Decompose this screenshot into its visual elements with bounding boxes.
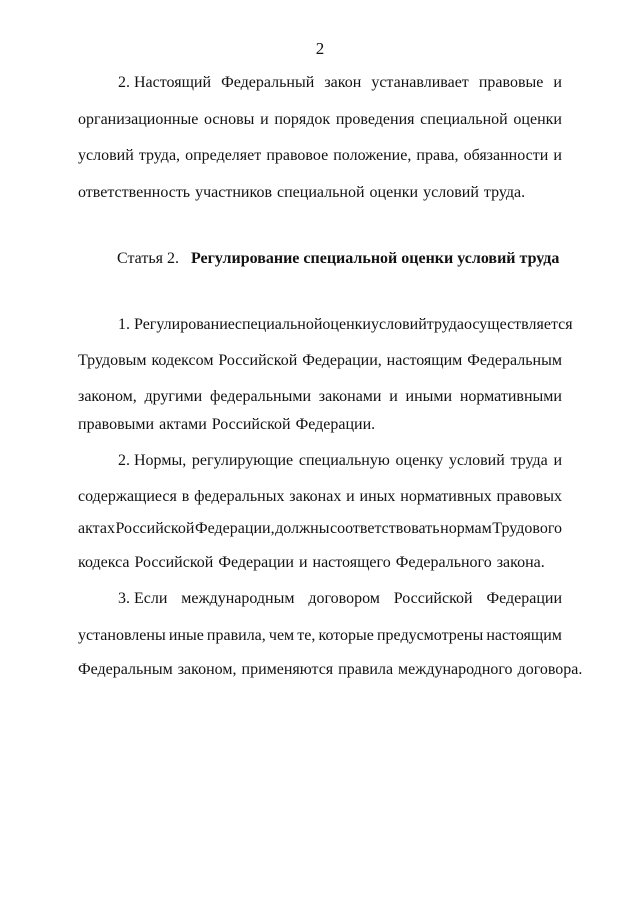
- word: основы: [204, 111, 255, 128]
- word: Российской: [115, 520, 195, 537]
- word: ответственность: [78, 184, 191, 201]
- word: условий: [370, 316, 427, 333]
- word: Федерации: [486, 590, 562, 607]
- text-line: [118, 589, 562, 609]
- word: кодекса: [78, 554, 130, 571]
- word: Федерации: [218, 554, 294, 571]
- word: чем: [268, 627, 295, 644]
- word: правила: [338, 661, 394, 678]
- word: те,: [297, 627, 316, 644]
- word: труда: [510, 452, 548, 469]
- word: другими: [144, 388, 203, 405]
- word: настоящим: [386, 352, 463, 369]
- word: участников: [195, 184, 272, 201]
- word: применяются: [241, 661, 334, 678]
- word: актах: [78, 520, 115, 537]
- word: законами: [318, 388, 382, 405]
- word: правовыми: [78, 416, 155, 433]
- word: Российской: [218, 352, 298, 369]
- text-line: [78, 519, 562, 539]
- text-line: [78, 146, 562, 166]
- word: 1. Регулирование: [118, 316, 235, 333]
- word: и: [260, 111, 269, 128]
- word: и: [553, 74, 562, 91]
- word: оценки: [369, 184, 419, 201]
- article-number: Статья 2.: [117, 250, 179, 267]
- text-line: [78, 487, 562, 507]
- text-line: [78, 351, 562, 371]
- text-line: [118, 451, 562, 471]
- word: установлены: [78, 627, 166, 644]
- article-heading: [117, 249, 559, 269]
- word: специальную: [298, 452, 390, 469]
- word: Российской: [393, 590, 473, 607]
- word: Российской: [211, 416, 291, 433]
- word: правовых: [496, 488, 562, 505]
- word: нормативных: [400, 488, 492, 505]
- word: и: [389, 388, 398, 405]
- word: Федерации.: [295, 416, 376, 433]
- word: оценки: [322, 316, 371, 333]
- word: договором: [308, 590, 380, 607]
- word: специальной: [420, 111, 508, 128]
- word: обязанности: [463, 147, 549, 164]
- word: условий: [449, 452, 505, 469]
- word: федеральных: [194, 488, 285, 505]
- word: и: [553, 452, 562, 469]
- word: должны: [275, 520, 330, 537]
- word: труда,: [138, 147, 181, 164]
- word: и: [346, 488, 355, 505]
- word: закона.: [496, 554, 545, 571]
- word: Трудовым: [78, 352, 147, 369]
- word: содержащиеся: [78, 488, 177, 505]
- text-line: [78, 553, 562, 573]
- word: договора.: [517, 661, 583, 678]
- word: международным: [181, 590, 295, 607]
- word: законом,: [177, 661, 237, 678]
- word: актами: [159, 416, 207, 433]
- word: труда: [426, 316, 464, 333]
- word: нормам: [440, 520, 492, 537]
- word: правовое: [266, 147, 329, 164]
- word: иными: [405, 388, 453, 405]
- text-line: [118, 315, 573, 335]
- word: порядок: [274, 111, 331, 128]
- text-line: [78, 110, 562, 130]
- text-line: [78, 626, 562, 646]
- word: специальной: [277, 184, 365, 201]
- page-number: 2: [315, 39, 325, 58]
- word: оценку: [395, 452, 444, 469]
- article-title: Регулирование специальной оценки условий труда: [190, 250, 560, 267]
- word: настоящим: [486, 627, 562, 644]
- word: устанавливает: [371, 74, 469, 91]
- word: права,: [416, 147, 459, 164]
- word: законах: [289, 488, 342, 505]
- word: регулирующие: [191, 452, 294, 469]
- text-line: [78, 183, 562, 203]
- text-line: [78, 387, 562, 407]
- word: определяет: [185, 147, 262, 164]
- word: Трудового: [492, 520, 562, 537]
- word: положение,: [333, 147, 412, 164]
- word: условий: [78, 147, 134, 164]
- word: 2. Нормы,: [118, 452, 187, 469]
- word: кодексом: [151, 352, 214, 369]
- word: 2. Настоящий: [118, 74, 212, 91]
- word: правовые: [478, 74, 544, 91]
- word: федеральными: [209, 388, 312, 405]
- word: Федеральным: [78, 661, 173, 678]
- text-line: [78, 660, 583, 680]
- word: в: [181, 488, 190, 505]
- word: Российской: [134, 554, 214, 571]
- word: нормативными: [459, 388, 562, 405]
- word: труда.: [483, 184, 526, 201]
- word: иные: [168, 627, 204, 644]
- word: законом,: [78, 388, 137, 405]
- word: организационные: [78, 111, 199, 128]
- word: осуществляется: [463, 316, 573, 333]
- text-line: [118, 73, 562, 93]
- word: предусмотрены: [376, 627, 484, 644]
- word: Федерального: [395, 554, 492, 571]
- word: и: [298, 554, 308, 571]
- word: соответствовать: [330, 520, 440, 537]
- word: и: [553, 147, 562, 164]
- word: которые: [318, 627, 374, 644]
- word: Федерации,: [302, 352, 382, 369]
- text-line: [78, 415, 562, 435]
- word: Федерации,: [195, 520, 275, 537]
- word: закон: [324, 74, 362, 91]
- word: оценки: [513, 111, 562, 128]
- word: проведения: [335, 111, 415, 128]
- word: настоящего: [312, 554, 391, 571]
- word: условий: [423, 184, 479, 201]
- word: Федеральный: [221, 74, 315, 91]
- word: 3. Если: [118, 590, 168, 607]
- word: Федеральным: [467, 352, 562, 369]
- word: правила,: [206, 627, 266, 644]
- word: специальной: [234, 316, 323, 333]
- word: международного: [398, 661, 513, 678]
- word: иных: [359, 488, 396, 505]
